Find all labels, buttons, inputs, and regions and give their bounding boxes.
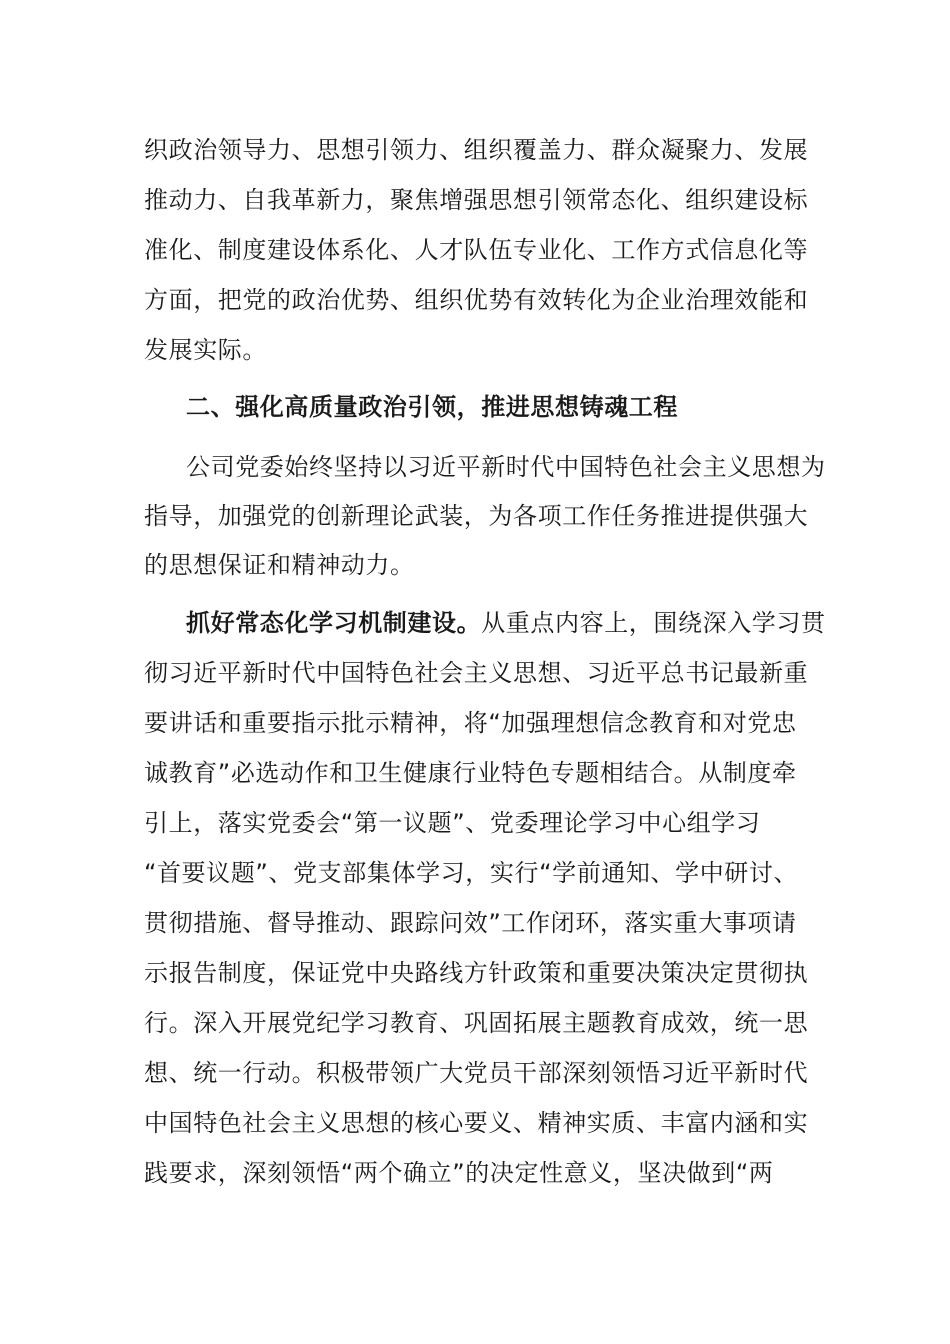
study-line-9: 行。深入开展党纪学习教育、巩固拓展主题教育成效，统一思 — [144, 1009, 809, 1037]
intro-line-2: 推动力、自我革新力，聚焦增强思想引领常态化、组织建设标 — [144, 186, 809, 214]
study-line-7: 贯彻措施、督导推动、跟踪问效”工作闭环，落实重大事项请 — [144, 909, 797, 937]
study-line-4: 诚教育”必选动作和卫生健康行业特色专题相结合。从制度牵 — [144, 759, 797, 787]
section-line-2: 指导，加强党的创新理论武装，为各项工作任务推进提供强大 — [144, 502, 809, 530]
study-line-11: 中国特色社会主义思想的核心要义、精神实质、丰富内涵和实 — [144, 1109, 809, 1137]
intro-line-3: 准化、制度建设体系化、人才队伍专业化、工作方式信息化等 — [144, 236, 809, 264]
study-line-1 — [186, 607, 826, 639]
intro-line-1: 织政治领导力、思想引领力、组织覆盖力、群众凝聚力、发展 — [144, 136, 809, 164]
section-line-3: 的思想保证和精神动力。 — [144, 551, 415, 579]
section-heading: 二、强化高质量政治引领，推进思想铸魂工程 — [186, 393, 678, 421]
intro-line-5: 发展实际。 — [144, 336, 267, 364]
study-line-10: 想、统一行动。积极带领广大党员干部深刻领悟习近平新时代 — [144, 1059, 809, 1087]
study-line-8: 示报告制度，保证党中央路线方针政策和重要决策决定贯彻执 — [144, 959, 809, 987]
study-line-2: 彻习近平新时代中国特色社会主义思想、习近平总书记最新重 — [144, 659, 809, 687]
study-line-3: 要讲话和重要指示批示精神，将“加强理想信念教育和对党忠 — [144, 709, 797, 737]
study-line-5: 引上，落实党委会“第一议题”、党委理论学习中心组学习 — [144, 809, 761, 837]
section-line-1: 公司党委始终坚持以习近平新时代中国特色社会主义思想为 — [186, 453, 826, 481]
study-line-1-text: 从重点内容上，围绕深入学习贯 — [481, 609, 826, 637]
intro-line-4: 方面，把党的政治优势、组织优势有效转化为企业治理效能和 — [144, 286, 809, 314]
study-line-6: “首要议题”、党支部集体学习，实行“学前通知、学中研讨、 — [144, 859, 799, 887]
subheading-bold: 抓好常态化学习机制建设。 — [186, 609, 482, 637]
study-line-12: 践要求，深刻领悟“两个确立”的决定性意义，坚决做到“两 — [144, 1159, 774, 1187]
